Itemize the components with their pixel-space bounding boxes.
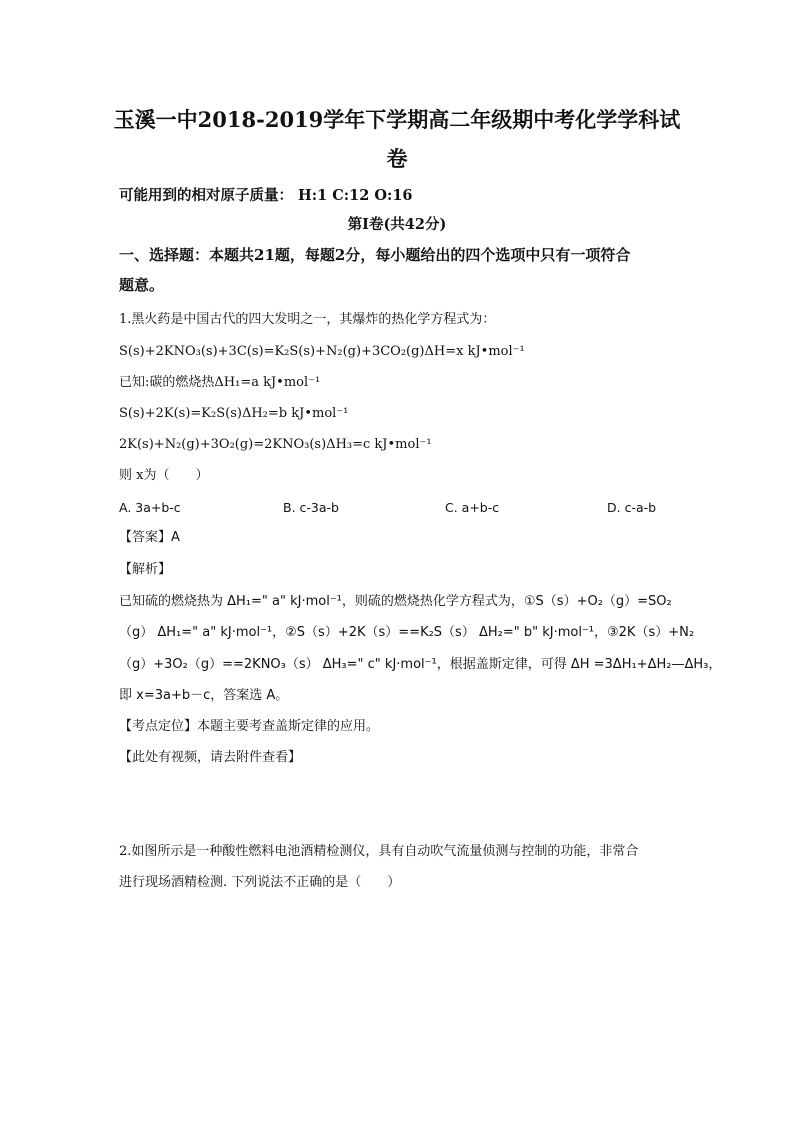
q2-stem-line-1: 2.如图所示是一种酸性燃料电池酒精检测仪，具有自动吹气流量侦测与控制的功能，非常合 <box>119 844 639 859</box>
q1-option-d: D. c-a-b <box>607 500 657 515</box>
q1-main-equation: S(s)+2KNO₃(s)+3C(s)=K₂S(s)+N₂(g)+3CO₂(g)ΔH=x kJ•mol⁻¹ <box>119 344 525 359</box>
q2-stem-line-2: 进行现场酒精检测. 下列说法不正确的是（ ） <box>119 875 401 890</box>
q1-known-3: 2K(s)+N₂(g)+3O₂(g)=2KNO₃(s)ΔH₃=c kJ•mol⁻¹ <box>119 437 432 452</box>
section-heading-line-2: 题意。 <box>119 276 165 294</box>
q1-question: 则 x为（ ） <box>119 468 209 483</box>
volume-heading: 第Ⅰ卷(共42分) <box>347 216 447 233</box>
q1-key-point: 【考点定位】本题主要考查盖斯定律的应用。 <box>119 719 380 734</box>
q1-answer: 【答案】A <box>119 530 180 545</box>
atomic-mass-note: 可能用到的相对原子质量： H:1 C:12 O:16 <box>119 187 413 204</box>
q1-analysis-label: 【解析】 <box>119 562 172 577</box>
q1-analysis-line-3: （g）+3O₂（g）==2KNO₃（s） ΔH₃=" c" kJ·mol⁻¹，根据盖斯定律，可得 ΔH =3ΔH₁+ΔH₂—ΔH₃， <box>119 657 722 672</box>
q1-stem: 1.黑火药是中国古代的四大发明之一，其爆炸的热化学方程式为： <box>119 312 496 327</box>
exam-title-line-2: 卷 <box>386 146 408 171</box>
exam-title-line-1: 玉溪一中2018-2019学年下学期高二年级期中考化学学科试 <box>113 107 681 132</box>
section-heading-line-1: 一、选择题：本题共21题，每题2分，每小题给出的四个选项中只有一项符合 <box>119 246 631 264</box>
q1-analysis-line-2: （g） ΔH₁=" a" kJ·mol⁻¹，②S（s）+2K（s）==K₂S（s） ΔH₂=" b" kJ·mol⁻¹，③2K（s）+N₂ <box>119 625 695 640</box>
q1-option-a: A. 3a+b-c <box>119 500 181 515</box>
q1-option-b: B. c-3a-b <box>283 500 339 515</box>
q1-video-note: 【此处有视频，请去附件查看】 <box>119 750 302 765</box>
q1-known-1: 已知:碳的燃烧热ΔH₁=a kJ•mol⁻¹ <box>119 375 321 390</box>
q1-analysis-line-4: 即 x=3a+b－c，答案选 A。 <box>119 688 289 703</box>
q1-option-c: C. a+b-c <box>445 500 500 515</box>
q1-analysis-line-1: 已知硫的燃烧热为 ΔH₁=" a" kJ·mol⁻¹，则硫的燃烧热化学方程式为，①S（s）+O₂（g）=SO₂ <box>119 594 672 609</box>
q1-known-2: S(s)+2K(s)=K₂S(s)ΔH₂=b kJ•mol⁻¹ <box>119 406 349 421</box>
